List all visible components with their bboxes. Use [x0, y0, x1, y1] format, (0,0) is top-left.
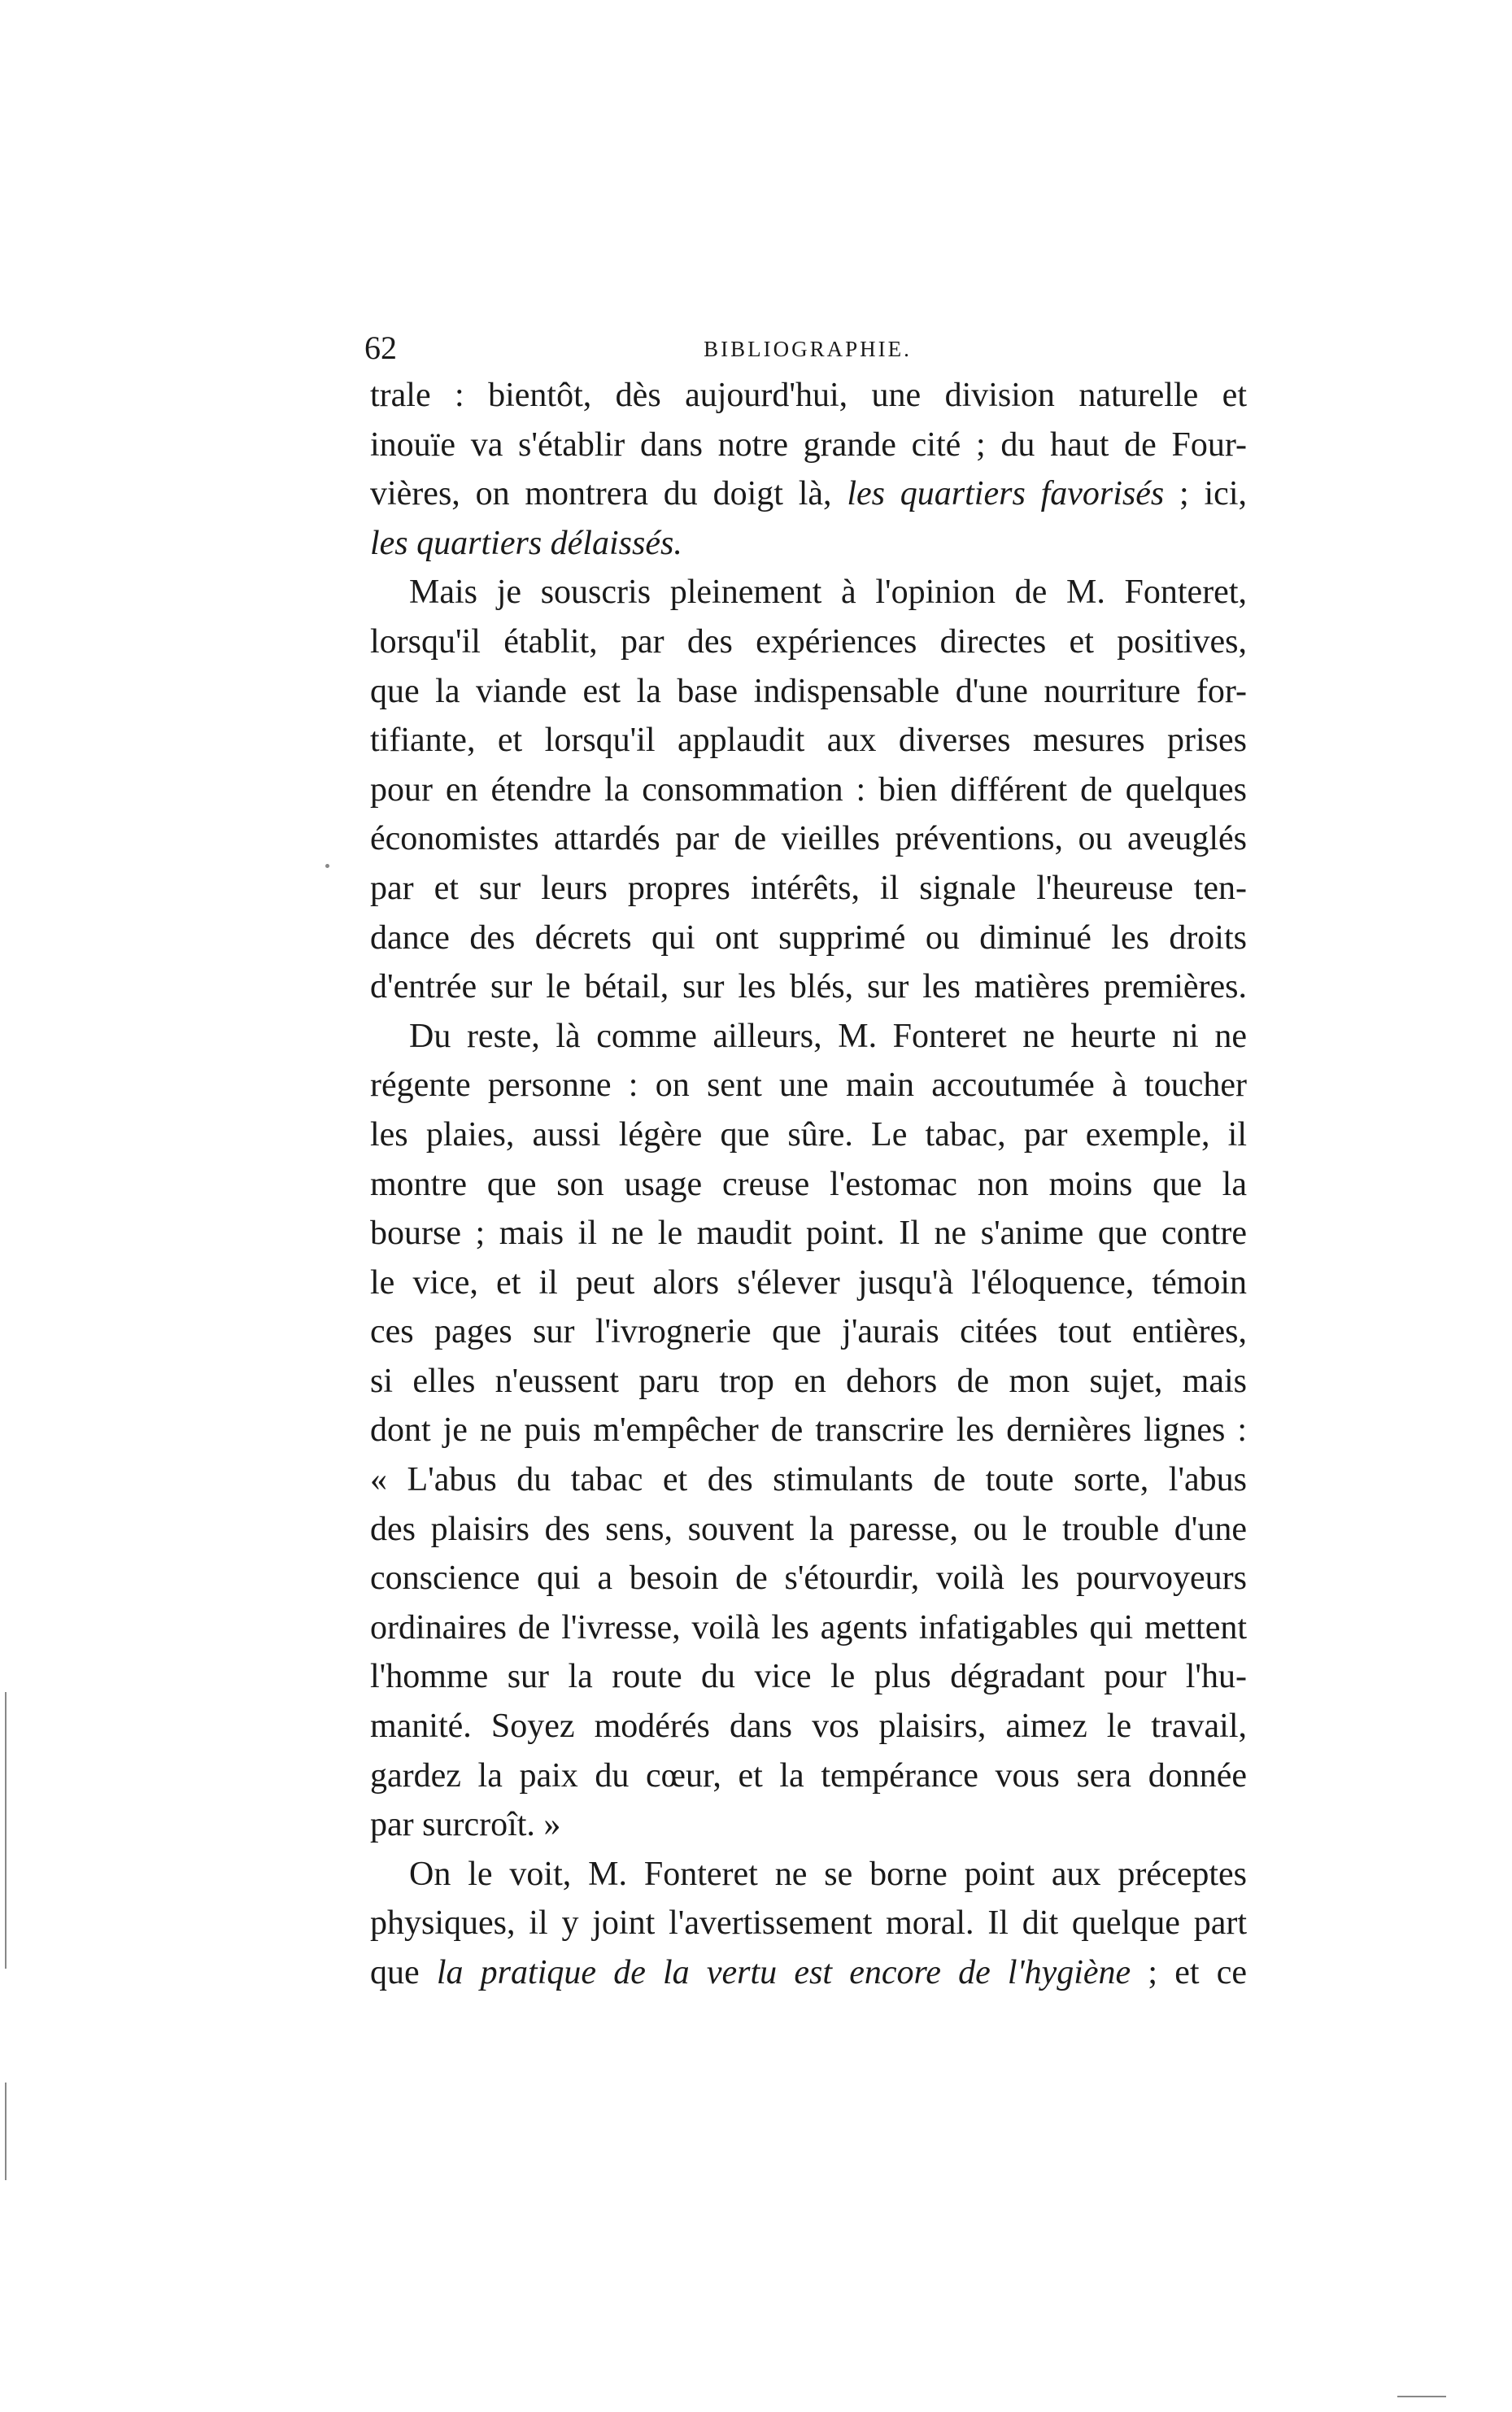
text-line: conscience qui a besoin de s'étourdir, voilà les pourvoyeurs	[370, 1559, 1247, 1598]
text-line: pour en étendre la consommation : bien différent de quelques	[370, 770, 1247, 809]
text-line	[370, 1948, 1247, 1998]
text-line: Mais je souscris pleinement à l'opinion de M. Fonteret,	[409, 574, 1247, 612]
text-line: On le voit, M. Fonteret ne se borne point aux préceptes	[409, 1855, 1247, 1893]
text-segment: vières, on montrera du doigt là,	[370, 475, 848, 513]
page-number: 62	[364, 329, 397, 366]
text-line	[370, 469, 1247, 519]
text-line: trale : bientôt, dès aujourd'hui, une division naturelle et	[370, 377, 1247, 414]
text-line: lorsqu'il établit, par des expériences directes et positives,	[370, 622, 1247, 661]
text-line: « L'abus du tabac et des stimulants de toute sorte, l'abus	[370, 1461, 1247, 1499]
text-line: que la viande est la base indispensable d'une nourriture for-	[370, 672, 1247, 710]
text-segment: ; et ce	[1148, 1954, 1247, 1991]
text-line: dance des décrets qui ont supprimé ou diminué les droits	[370, 918, 1247, 957]
text-line: montre que son usage creuse l'estomac non moins que la	[370, 1165, 1247, 1203]
text-line: si elles n'eussent paru trop en dehors de mon sujet, mais	[370, 1362, 1247, 1400]
text-line: les plaies, aussi légère que sûre. Le tabac, par exemple, il	[370, 1115, 1247, 1154]
text-line: Du reste, là comme ailleurs, M. Fonteret ne heurte ni ne	[409, 1017, 1247, 1055]
scan-margin-mark	[1397, 2396, 1446, 2397]
text-line: par et sur leurs propres intérêts, il signale l'heureuse ten-	[370, 869, 1247, 907]
text-line: gardez la paix du cœur, et la tempérance vous sera donnée	[370, 1756, 1247, 1795]
italic-phrase: les quartiers délaissés.	[370, 524, 682, 562]
text-line: des plaisirs des sens, souvent la paresse, ou le trouble d'une	[370, 1510, 1247, 1548]
italic-phrase: la pratique de la vertu est encore de l'hygiène	[436, 1954, 1131, 1991]
text-line: manité. Soyez modérés dans vos plaisirs, aimez le travail,	[370, 1708, 1247, 1746]
text-line: bourse ; mais il ne le maudit point. Il ne s'anime que contre	[370, 1215, 1247, 1253]
running-head	[364, 325, 1251, 374]
scan-margin-mark	[5, 1692, 7, 1969]
text-line: tifiante, et lorsqu'il applaudit aux diverses mesures prises	[370, 722, 1247, 760]
text-line: économistes attardés par de vieilles préventions, ou aveuglés	[370, 820, 1247, 858]
text-segment: ; ici,	[1164, 475, 1247, 513]
text-line: ces pages sur l'ivrognerie que j'aurais citées tout entières,	[370, 1313, 1247, 1351]
text-line: inouïe va s'établir dans notre grande cité ; du haut de Four-	[370, 425, 1247, 464]
text-line: ordinaires de l'ivresse, voilà les agents infatigables qui mettent	[370, 1608, 1247, 1647]
text-line: le vice, et il peut alors s'élever jusqu'à l'éloquence, témoin	[370, 1263, 1247, 1302]
text-line: l'homme sur la route du vice le plus dégradant pour l'hu-	[370, 1658, 1247, 1696]
text-segment: que	[370, 1954, 437, 1991]
running-title: BIBLIOGRAPHIE.	[704, 337, 912, 361]
scan-margin-mark	[5, 2083, 7, 2180]
text-line: régente personne : on sent une main accoutumée à toucher	[370, 1066, 1247, 1105]
scan-margin-mark	[325, 864, 329, 868]
body-text	[370, 371, 1247, 1998]
text-line	[370, 519, 1247, 569]
italic-phrase: les quartiers favorisés	[847, 475, 1165, 513]
text-line: dont je ne puis m'empêcher de transcrire les dernières lignes :	[370, 1411, 1247, 1450]
text-line: physiques, il y joint l'avertissement moral. Il dit quelque part	[370, 1904, 1247, 1943]
text-line: par surcroît. »	[370, 1806, 561, 1844]
text-line: d'entrée sur le bétail, sur les blés, sur les matières premières.	[370, 968, 1247, 1006]
